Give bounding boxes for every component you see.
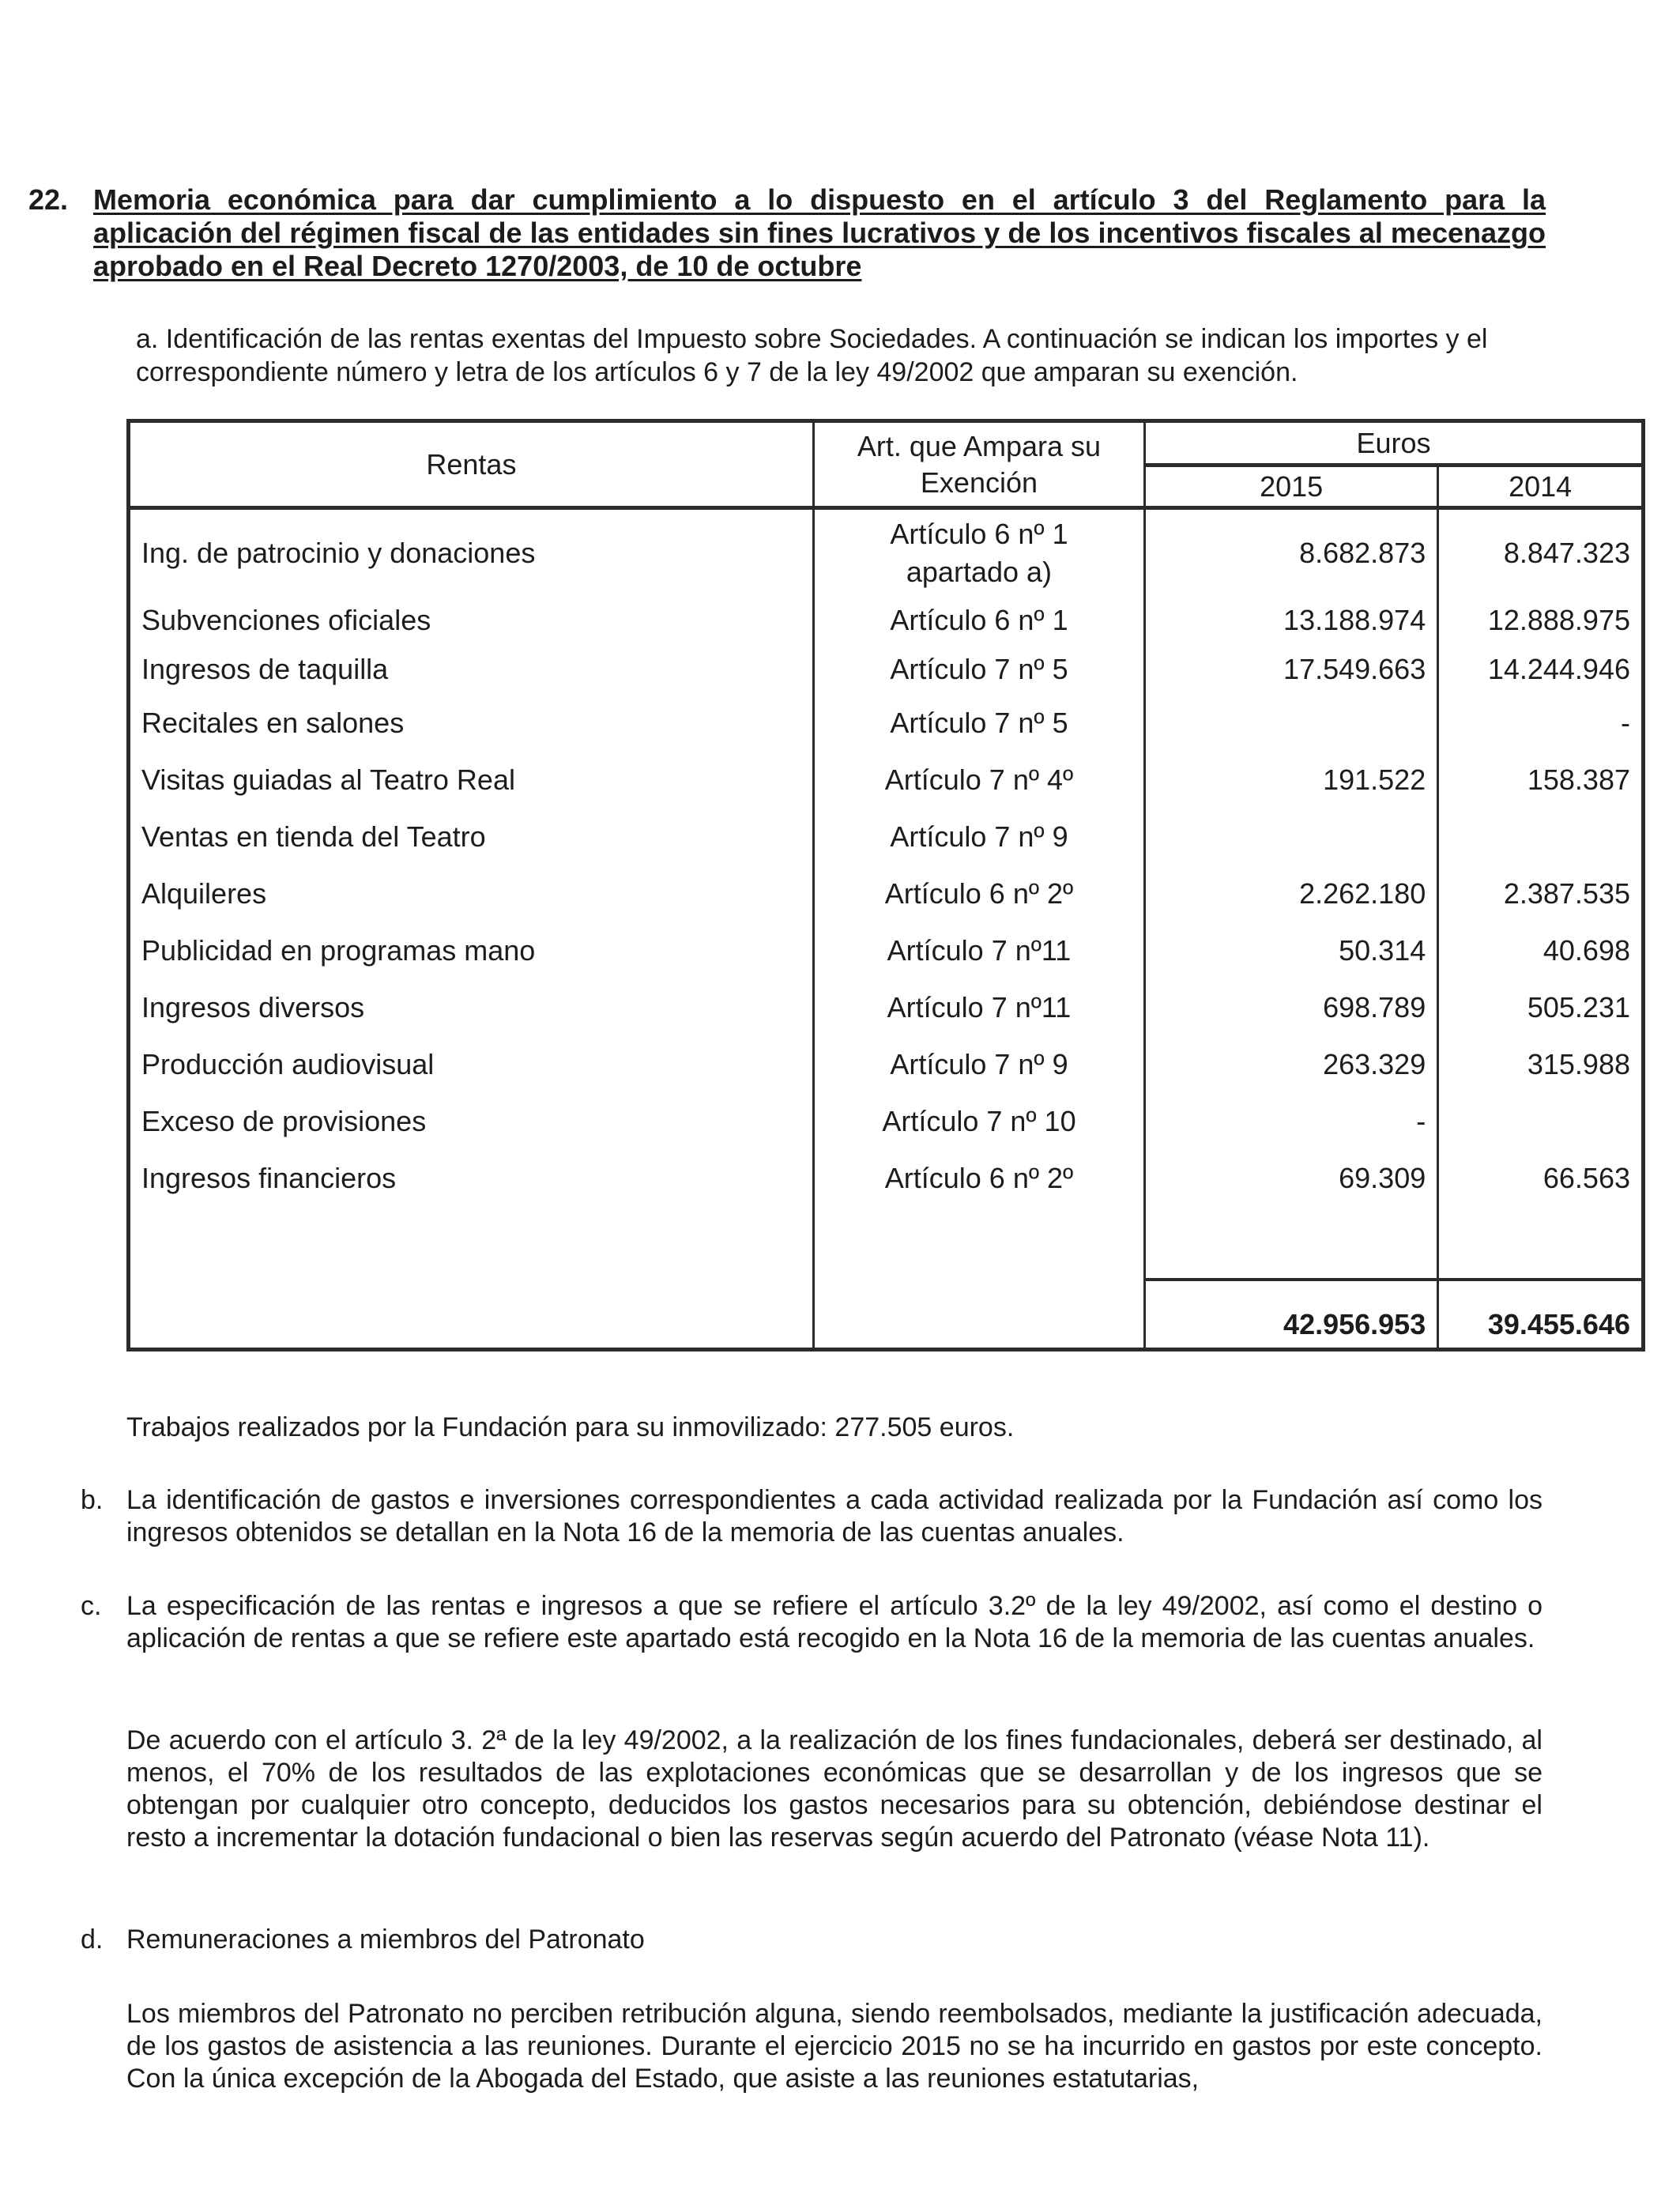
row-value-2014: 158.387 bbox=[1438, 752, 1644, 809]
table-row bbox=[129, 597, 1644, 644]
row-value-2014 bbox=[1438, 1093, 1644, 1150]
item-c-text: La especificación de las rentas e ingresos a que se refiere el artículo 3.2º de la ley 49/2002, así como el destino o aplicación de rentas a que se refiere este apartado está recogido en la Nota 16 de la memoria de las cuentas anuales. bbox=[126, 1591, 1543, 1653]
row-concept: Ing. de patrocinio y donaciones bbox=[129, 508, 814, 597]
row-concept: Publicidad en programas mano bbox=[129, 922, 814, 979]
row-value-2014: - bbox=[1438, 695, 1644, 752]
row-value-2015: 17.549.663 bbox=[1145, 644, 1438, 695]
item-b-label: b. bbox=[81, 1485, 104, 1515]
row-concept: Alquileres bbox=[129, 865, 814, 922]
row-art: Artículo 7 nº 4º bbox=[813, 752, 1144, 809]
row-value-2014: 66.563 bbox=[1438, 1150, 1644, 1207]
row-value-2015: 191.522 bbox=[1145, 752, 1438, 809]
row-value-2014 bbox=[1438, 809, 1644, 865]
table-row bbox=[129, 1036, 1644, 1093]
row-concept: Subvenciones oficiales bbox=[129, 597, 814, 644]
table-row bbox=[129, 644, 1644, 695]
row-concept: Ingresos financieros bbox=[129, 1150, 814, 1207]
row-concept: Ingresos diversos bbox=[129, 979, 814, 1036]
rentas-exentas-table bbox=[126, 419, 1645, 1351]
section-title: Memoria económica para dar cumplimiento a lo dispuesto en el artículo 3 del Reglamento para la aplicación del régimen fiscal de las entidades sin fines lucrativos y de los incentivos fiscales al mecenazgo aprobado en el Real Decreto 1270/2003, de 10 de octubre bbox=[93, 183, 1546, 282]
row-value-2014: 40.698 bbox=[1438, 922, 1644, 979]
table-row bbox=[129, 752, 1644, 809]
section-number: 22. bbox=[28, 183, 69, 216]
item-d-text: Remuneraciones a miembros del Patronato bbox=[126, 1924, 645, 1955]
row-art: Artículo 7 nº 5 bbox=[813, 695, 1144, 752]
row-value-2015: 50.314 bbox=[1145, 922, 1438, 979]
table-row bbox=[129, 1150, 1644, 1207]
row-value-2015 bbox=[1145, 809, 1438, 865]
row-art: Artículo 7 nº 10 bbox=[813, 1093, 1144, 1150]
total-2014: 39.455.646 bbox=[1438, 1280, 1644, 1350]
item-c-label: c. bbox=[81, 1591, 102, 1621]
table-spacer-row bbox=[129, 1207, 1644, 1280]
paragraph-d2: Los miembros del Patronato no perciben retribución alguna, siendo reembolsados, mediante la justificación adecuada, de los gastos de asistencia a las reuniones. Durante el ejercicio 2015 no se ha incurrido en gastos por este concepto. Con la única excepción de la Abogada del Estado, que asiste a las reuniones estatutarias, bbox=[126, 1999, 1543, 2094]
row-value-2014: 2.387.535 bbox=[1438, 865, 1644, 922]
row-value-2015: 8.682.873 bbox=[1145, 508, 1438, 597]
row-value-2015: 2.262.180 bbox=[1145, 865, 1438, 922]
table-row bbox=[129, 695, 1644, 752]
row-concept: Ingresos de taquilla bbox=[129, 644, 814, 695]
table-row bbox=[129, 508, 1644, 597]
paragraph-c2: De acuerdo con el artículo 3. 2ª de la ley 49/2002, a la realización de los fines fundacionales, deberá ser destinado, al menos, el 70% de los resultados de las explotaciones económicas que se desarrollan y de los ingresos que se obtengan por cualquier otro concepto, deducidos los gastos necesarios para su obtención, debiéndose destinar el resto a incrementar la dotación fundacional o bien las reservas según acuerdo del Patronato (véase Nota 11). bbox=[126, 1725, 1543, 1853]
intro-paragraph-a: a. Identificación de las rentas exentas del Impuesto sobre Sociedades. A continuación se indican los importes y el correspondiente número y letra de los artículos 6 y 7 de la ley 49/2002 que amparan su exención. bbox=[136, 324, 1488, 387]
row-value-2015: 698.789 bbox=[1145, 979, 1438, 1036]
row-art: Artículo 6 nº 1 bbox=[813, 597, 1144, 644]
row-art: Artículo 6 nº 2º bbox=[813, 1150, 1144, 1207]
section-heading bbox=[28, 183, 1546, 283]
header-art: Art. que Ampara su Exención bbox=[813, 421, 1144, 508]
header-rentas: Rentas bbox=[129, 421, 814, 508]
table-row bbox=[129, 1093, 1644, 1150]
table-row bbox=[129, 809, 1644, 865]
row-concept: Ventas en tienda del Teatro bbox=[129, 809, 814, 865]
header-year-2014: 2014 bbox=[1438, 466, 1644, 508]
table-row bbox=[129, 922, 1644, 979]
row-value-2015: - bbox=[1145, 1093, 1438, 1150]
trabajos-paragraph: Trabajos realizados por la Fundación para su inmovilizado: 277.505 euros. bbox=[126, 1412, 1015, 1442]
header-euros: Euros bbox=[1145, 421, 1644, 466]
row-art: Artículo 6 nº 2º bbox=[813, 865, 1144, 922]
item-b-text: La identificación de gastos e inversiones correspondientes a cada actividad realizada por la Fundación así como los ingresos obtenidos se detallan en la Nota 16 de la memoria de las cuentas anuales. bbox=[126, 1485, 1543, 1547]
table-total-row bbox=[129, 1280, 1644, 1350]
row-value-2015: 263.329 bbox=[1145, 1036, 1438, 1093]
row-concept: Visitas guiadas al Teatro Real bbox=[129, 752, 814, 809]
row-value-2014: 315.988 bbox=[1438, 1036, 1644, 1093]
table-row bbox=[129, 979, 1644, 1036]
row-value-2014: 12.888.975 bbox=[1438, 597, 1644, 644]
row-art: Artículo 7 nº 9 bbox=[813, 809, 1144, 865]
row-concept: Exceso de provisiones bbox=[129, 1093, 814, 1150]
row-value-2015: 69.309 bbox=[1145, 1150, 1438, 1207]
item-d-label: d. bbox=[81, 1924, 104, 1955]
row-value-2014: 14.244.946 bbox=[1438, 644, 1644, 695]
row-concept: Recitales en salones bbox=[129, 695, 814, 752]
row-concept: Producción audiovisual bbox=[129, 1036, 814, 1093]
row-art: Artículo 7 nº11 bbox=[813, 979, 1144, 1036]
row-value-2015: 13.188.974 bbox=[1145, 597, 1438, 644]
row-art: Artículo 7 nº 9 bbox=[813, 1036, 1144, 1093]
table-row bbox=[129, 865, 1644, 922]
total-2015: 42.956.953 bbox=[1145, 1280, 1438, 1350]
row-art: Artículo 7 nº11 bbox=[813, 922, 1144, 979]
row-art: Artículo 6 nº 1 apartado a) bbox=[813, 508, 1144, 597]
row-value-2015 bbox=[1145, 695, 1438, 752]
header-year-2015: 2015 bbox=[1145, 466, 1438, 508]
row-value-2014: 505.231 bbox=[1438, 979, 1644, 1036]
row-art: Artículo 7 nº 5 bbox=[813, 644, 1144, 695]
row-value-2014: 8.847.323 bbox=[1438, 508, 1644, 597]
